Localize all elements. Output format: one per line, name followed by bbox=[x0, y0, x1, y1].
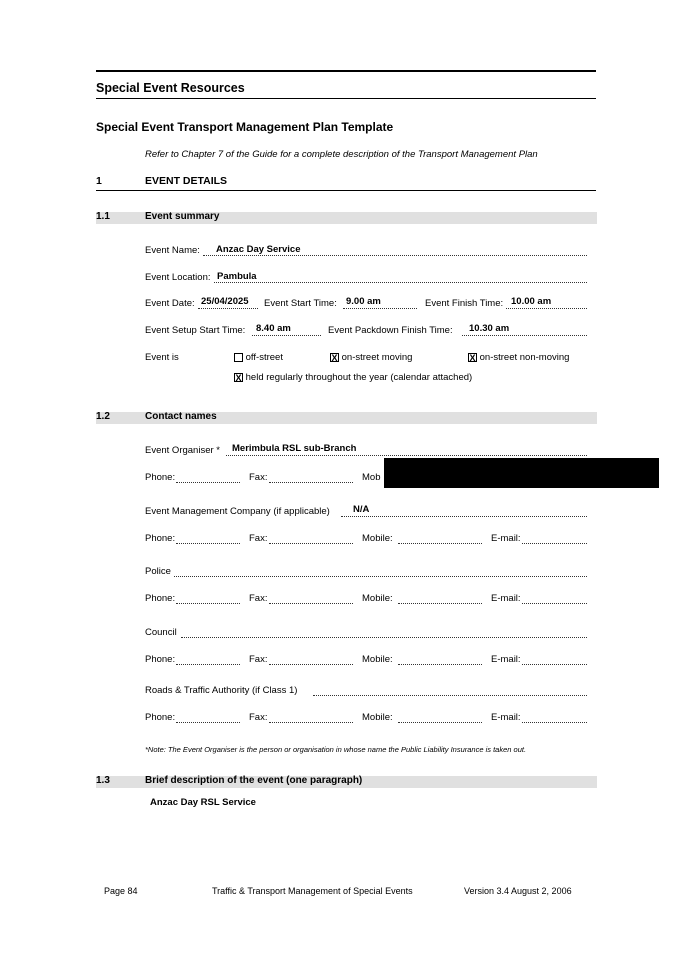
event-is-label: Event is bbox=[145, 352, 179, 363]
organiser-phone-line bbox=[176, 474, 240, 483]
rta-mobile-label: Mobile: bbox=[362, 712, 393, 723]
contact-names-band bbox=[96, 412, 597, 424]
template-title: Special Event Transport Management Plan Template bbox=[96, 120, 394, 134]
organiser-label: Event Organiser * bbox=[145, 445, 220, 456]
mgmt-phone-line bbox=[176, 535, 240, 544]
on-street-non-moving-checkbox[interactable]: X bbox=[469, 352, 476, 363]
mgmt-email-line bbox=[522, 535, 587, 544]
reference-note: Refer to Chapter 7 of the Guide for a complete description of the Transport Management Plan bbox=[145, 149, 538, 160]
mgmt-company-label: Event Management Company (if applicable) bbox=[145, 506, 330, 517]
start-time-value[interactable]: 9.00 am bbox=[346, 296, 381, 307]
packdown-time-label: Event Packdown Finish Time: bbox=[328, 325, 453, 336]
organiser-value[interactable]: Merimbula RSL sub-Branch bbox=[232, 443, 357, 454]
brief-description-text[interactable]: Anzac Day RSL Service bbox=[150, 797, 256, 808]
council-email-label: E-mail: bbox=[491, 654, 521, 665]
footer-document: Traffic & Transport Management of Special Events bbox=[212, 886, 413, 896]
police-mobile-line bbox=[398, 595, 482, 604]
council-label: Council bbox=[145, 627, 177, 638]
council-phone-label: Phone: bbox=[145, 654, 176, 665]
setup-time-value[interactable]: 8.40 am bbox=[256, 323, 291, 334]
police-phone-label: Phone: bbox=[145, 593, 176, 604]
brief-description-title: Brief description of the event (one paragraph) bbox=[145, 775, 363, 786]
event-summary-number: 1.1 bbox=[96, 211, 110, 222]
council-email-line bbox=[522, 656, 587, 665]
section-underline bbox=[96, 190, 596, 191]
off-street-label: off-street bbox=[245, 352, 283, 363]
rta-label: Roads & Traffic Authority (if Class 1) bbox=[145, 685, 298, 696]
mgmt-company-line bbox=[341, 508, 587, 517]
police-label: Police bbox=[145, 566, 171, 577]
organiser-phone-label: Phone: bbox=[145, 472, 176, 483]
rta-email-line bbox=[522, 714, 587, 723]
council-line bbox=[181, 629, 587, 638]
setup-time-label: Event Setup Start Time: bbox=[145, 325, 246, 336]
held-regularly-label: held regularly throughout the year (calendar attached) bbox=[245, 372, 473, 383]
option-on-street-moving bbox=[330, 352, 412, 363]
held-regularly-checkbox[interactable]: X bbox=[235, 372, 242, 383]
organiser-footnote: *Note: The Event Organiser is the person or organisation in whose name the Public Liability Insurance is taken out. bbox=[145, 745, 527, 754]
option-held-regularly bbox=[234, 372, 472, 383]
start-time-label: Event Start Time: bbox=[264, 298, 337, 309]
mgmt-mobile-line bbox=[398, 535, 482, 544]
rta-email-label: E-mail: bbox=[491, 712, 521, 723]
police-fax-line bbox=[269, 595, 353, 604]
finish-time-label: Event Finish Time: bbox=[425, 298, 504, 309]
council-phone-line bbox=[176, 656, 240, 665]
police-email-label: E-mail: bbox=[491, 593, 521, 604]
mgmt-email-label: E-mail: bbox=[491, 533, 521, 544]
packdown-time-value[interactable]: 10.30 am bbox=[469, 323, 510, 334]
police-line bbox=[174, 568, 587, 577]
finish-time-value[interactable]: 10.00 am bbox=[511, 296, 552, 307]
redaction-block bbox=[384, 458, 659, 488]
heading-underline bbox=[96, 98, 596, 99]
section-number: 1 bbox=[96, 175, 102, 187]
on-street-non-moving-label: on-street non-moving bbox=[479, 352, 570, 363]
event-name-value[interactable]: Anzac Day Service bbox=[216, 244, 301, 255]
police-email-line bbox=[522, 595, 587, 604]
rta-line bbox=[313, 687, 587, 696]
on-street-moving-checkbox[interactable]: X bbox=[331, 352, 338, 363]
council-fax-label: Fax: bbox=[249, 654, 268, 665]
footer-page: Page 84 bbox=[104, 886, 138, 896]
council-fax-line bbox=[269, 656, 353, 665]
rta-fax-label: Fax: bbox=[249, 712, 268, 723]
organiser-fax-line bbox=[269, 474, 353, 483]
organiser-mobile-label: Mob bbox=[362, 472, 381, 483]
rta-phone-label: Phone: bbox=[145, 712, 176, 723]
mgmt-fax-line bbox=[269, 535, 353, 544]
contact-names-title: Contact names bbox=[145, 411, 217, 422]
event-name-label: Event Name: bbox=[145, 245, 200, 256]
event-date-label: Event Date: bbox=[145, 298, 195, 309]
event-location-label: Event Location: bbox=[145, 272, 211, 283]
police-phone-line bbox=[176, 595, 240, 604]
mgmt-mobile-label: Mobile: bbox=[362, 533, 393, 544]
section-heading: Special Event Resources bbox=[96, 81, 245, 95]
brief-description-number: 1.3 bbox=[96, 775, 110, 786]
rta-mobile-line bbox=[398, 714, 482, 723]
section-title: EVENT DETAILS bbox=[145, 175, 228, 187]
council-mobile-line bbox=[398, 656, 482, 665]
police-mobile-label: Mobile: bbox=[362, 593, 393, 604]
council-mobile-label: Mobile: bbox=[362, 654, 393, 665]
event-summary-title: Event summary bbox=[145, 211, 220, 222]
option-off-street bbox=[234, 352, 283, 363]
mgmt-phone-label: Phone: bbox=[145, 533, 176, 544]
mgmt-company-value[interactable]: N/A bbox=[353, 504, 370, 515]
mgmt-fax-label: Fax: bbox=[249, 533, 268, 544]
rta-fax-line bbox=[269, 714, 353, 723]
event-location-line bbox=[214, 274, 587, 283]
option-on-street-non-moving bbox=[468, 352, 569, 363]
top-rule bbox=[96, 70, 596, 72]
footer-version: Version 3.4 August 2, 2006 bbox=[464, 886, 572, 896]
event-location-value[interactable]: Pambula bbox=[217, 271, 257, 282]
brief-description-band bbox=[96, 776, 597, 788]
police-fax-label: Fax: bbox=[249, 593, 268, 604]
event-summary-band bbox=[96, 212, 597, 224]
on-street-moving-label: on-street moving bbox=[341, 352, 413, 363]
organiser-fax-label: Fax: bbox=[249, 472, 268, 483]
off-street-checkbox[interactable] bbox=[234, 353, 243, 362]
contact-names-number: 1.2 bbox=[96, 411, 110, 422]
event-date-value[interactable]: 25/04/2025 bbox=[201, 296, 249, 307]
rta-phone-line bbox=[176, 714, 240, 723]
